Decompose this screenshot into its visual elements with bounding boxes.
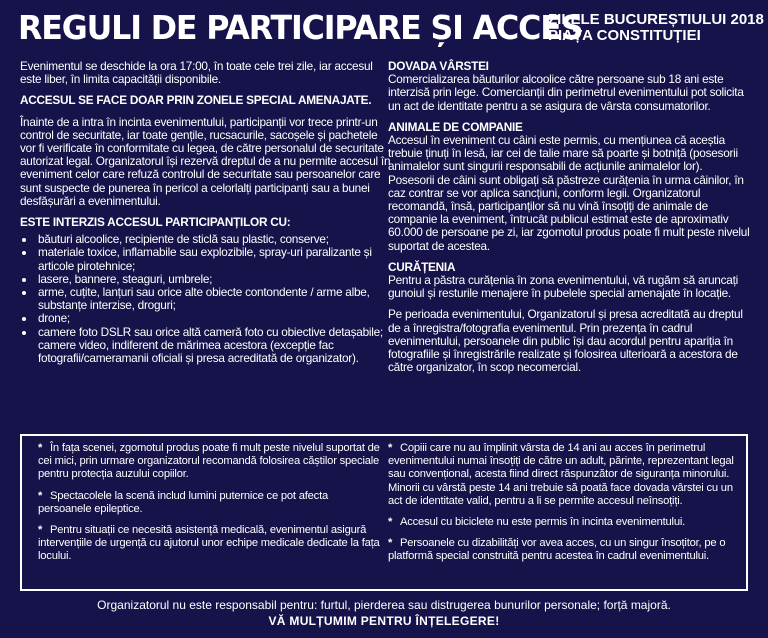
asterisk: * [388, 516, 393, 529]
asterisk: * [388, 442, 393, 454]
forbidden-heading: ESTE INTERZIS ACCESUL PARTICIPANȚILOR CU: [20, 215, 291, 230]
left-column [20, 60, 392, 365]
asterisk: * [38, 524, 43, 537]
forbidden-list [20, 233, 392, 365]
press-text: Pe perioada evenimentului, Organizatorul și presa acreditată au dreptul de a înregistra/fotografia evenimentul. Prin prezența în cadrul evenimentului, persoanele din public își dau acordul pentru apariția în fotografiile și înregistrările realizate și folosirea ulterioară a acestora de către organizator, în scop necomercial. [388, 307, 743, 375]
note-item: * Pentru situații ce necesită asistență medicală, evenimentul asigură intervențiile de urgență cu ajutorul unor echipe medicale dedicate la fața locului. [38, 524, 380, 563]
list-item: • materiale toxice, inflamabile sau explozibile, spray-uri paralizante și articole pirotehnice; [36, 246, 392, 272]
note-item: * În fața scenei, zgomotul produs poate fi mult peste nivelul suportat de cei mici, prin urmare organizatorul recomandă folosirea căștilor speciale pentru protecția auzului copiilor. [38, 442, 380, 481]
list-item: • drone; [36, 312, 392, 325]
event-location: PIAȚA CONSTITUȚIEI [548, 27, 701, 44]
security-text: Înainte de a intra în incinta evenimentului, participanții vor trece printr-un control de securitate, iar toate gențile, rucsacurile, sacoșele și pachetele vor fi verificate în conformitate cu legea, de către personalul de securitate autorizat legal. Organizatorul își rezervă dreptul de a nu permite accesul în eveniment celor care refuză controlul de securitate sau persoanelor care sunt suspecte de punerea în pericol a celorlalți participanți sau a bunei desfășurări a evenimentului. [20, 114, 391, 208]
header [18, 8, 764, 54]
list-item: • camere foto DSLR sau orice altă cameră foto cu obiective detașabile; camere video, indiferent de mărimea acestora (excepție fac fotografii/cameramanii oficiali și presa acreditată de organizator). [36, 326, 392, 366]
note-item: * Accesul cu biciclete nu este permis în incinta evenimentului. [388, 516, 686, 529]
age-text: Comercializarea băuturilor alcoolice către persoane sub 18 ani este interzisă prin lege. Comercianții din perimetrul evenimentului pot solicita un act de identitate pentru a se asigura de vârsta consumatorilor. [388, 72, 744, 113]
list-item: • arme, cuțite, lanțuri sau orice alte obiecte contondente / arme albe, substanțe interzise, droguri; [36, 286, 392, 312]
notes-right [388, 442, 738, 572]
cleanliness-text: Pentru a păstra curățenia în zona evenimentului, vă rugăm să aruncați gunoiul și resturile menajere în pubelele special amenajate în locație. [388, 273, 738, 301]
intro-text: Evenimentul se deschide la ora 17:00, în toate cele trei zile, iar accesul este liber, în limita capacității disponibile. [20, 59, 373, 87]
list-item: • lasere, bannere, steaguri, umbrele; [36, 273, 392, 286]
event-name: ZILELE BUCUREȘTIULUI 2018 [548, 11, 764, 28]
page-title: REGULI DE PARTICIPARE ȘI ACCES [18, 8, 583, 47]
disclaimer: Organizatorul nu este responsabil pentru: furtul, pierderea sau distrugerea bunurilor personale; forță majoră. [97, 598, 671, 612]
note-item: * Spectacolele la scenă includ lumini puternice ce pot afecta persoanele epileptice. [38, 489, 329, 515]
access-heading: ACCESUL SE FACE DOAR PRIN ZONELE SPECIAL AMENAJATE. [20, 93, 372, 108]
pets-heading: ANIMALE DE COMPANIE [388, 119, 523, 134]
asterisk: * [388, 537, 393, 550]
thank-you: VĂ MULȚUMIM PENTRU ÎNȚELEGERE! [268, 614, 500, 628]
cleanliness-heading: CURĂȚENIA [388, 259, 456, 274]
age-heading: DOVADA VÂRSTEI [388, 59, 489, 73]
note-item: * Persoanele cu dizabilități vor avea acces, cu un singur însoțitor, pe o platformă special construită pentru acestea în cadrul evenimentului. [388, 537, 726, 563]
notes-box [20, 434, 748, 591]
event-subtitle [548, 12, 764, 44]
pets-text: Accesul în eveniment cu câini este permis, cu mențiunea că aceștia trebuie ținuți în lesă, iar cei de talie mare să poarte și botniță (posesorii animalelor sunt singurii responsabili de acțiunile animalelor lor). Posesorii de câini sunt obligați să păstreze curățenia în urma câinilor, în caz contrar se vor aplica sancțiuni, conform legii. Organizatorul recomandă, însă, participanților să nu vină însoțiți de animale de companie la eveniment, întrucât publicul estimat este de aproximativ 60.000 de persoane pe zi, iar zgomotul produs poate fi mult peste nivelul suportat de acestea. [388, 133, 750, 253]
asterisk: * [38, 489, 43, 502]
list-item: • băuturi alcoolice, recipiente de sticlă sau plastic, conserve; [36, 233, 392, 246]
notes-left [38, 442, 384, 572]
right-column [388, 60, 750, 382]
note-item: * Copiii care nu au împlinit vârsta de 14 ani au acces în perimetrul evenimentului numai însoțiți de către un adult, părinte, reprezentant legal sau convențional, acesta fiind direct răspunzător de siguranța minorului. Minorii cu vârstă peste 14 ani trebuie să poată face dovada vârstei cu un act de identitate valid, pentru a li se permite accesul neînsoțiți. [388, 442, 734, 507]
asterisk: * [38, 442, 43, 454]
